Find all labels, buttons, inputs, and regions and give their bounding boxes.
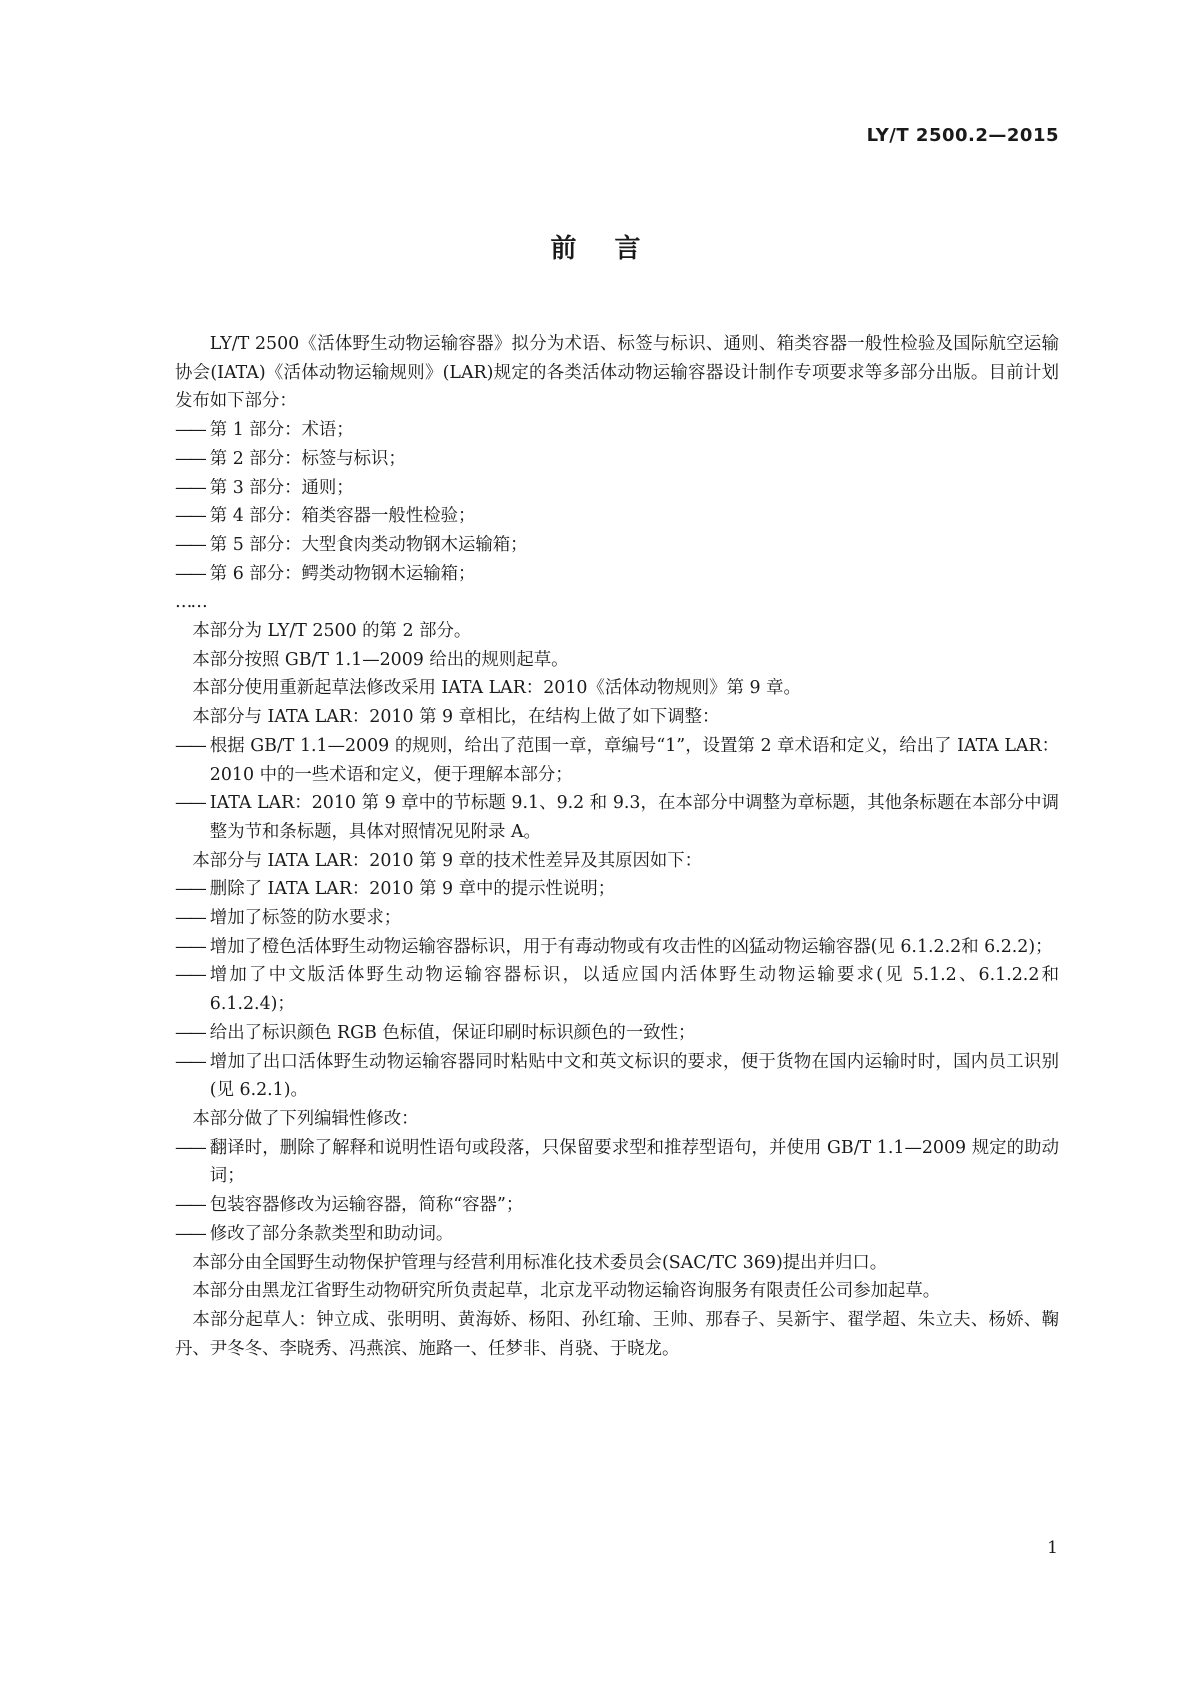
edit-heading: 本部分做了下列编辑性修改：: [192, 1108, 419, 1129]
list-item-edit-1: [175, 1134, 1059, 1191]
dash-mark: ——: [175, 420, 204, 441]
list-item-text: 删除了 IATA LAR：2010 第 9 章中的提示性说明；: [209, 879, 616, 900]
dash-mark: ——: [175, 1051, 204, 1072]
list-item-text: 增加了标签的防水要求；: [209, 908, 402, 929]
list-item-tech-3: [175, 933, 1059, 962]
list-item-text: 增加了橙色活体野生动物运输容器标识，用于有毒动物或有攻击性的凶猛动物运输容器(见 6.1.2.2和 6.2.2)；: [209, 936, 1053, 957]
list-item-text: 第 2 部分：标签与标识；: [209, 448, 406, 469]
dash-mark: ——: [175, 793, 204, 814]
list-item-tech-4: [175, 961, 1059, 1018]
list-item-part-3: [175, 474, 1059, 503]
statement-rules: 本部分按照 GB/T 1.1—2009 给出的规则起草。: [192, 649, 569, 670]
dash-mark: ——: [175, 448, 204, 469]
dash-mark: ——: [175, 563, 204, 584]
statement-proposer: 本部分由全国野生动物保护管理与经营利用标准化技术委员会(SAC/TC 369)提出并归口。: [192, 1252, 888, 1273]
foreword-body: [175, 330, 1059, 1363]
list-item-part-1: [175, 416, 1059, 445]
tech-heading: 本部分与 IATA LAR：2010 第 9 章的技术性差异及其原因如下：: [192, 850, 703, 871]
dash-mark: ——: [175, 1022, 204, 1043]
dash-mark: ——: [175, 908, 204, 929]
list-item-edit-2: [175, 1191, 1059, 1220]
list-item-part-5: [175, 531, 1059, 560]
standard-code: LY/T 2500.2—2015: [866, 125, 1059, 146]
list-item-edit-3: [175, 1220, 1059, 1249]
statement-drafters: 本部分起草人：钟立成、张明明、黄海娇、杨阳、孙红瑜、王帅、那春子、吴新宇、翟学超、朱立夫、杨娇、鞠丹、尹冬冬、李晓秀、冯燕滨、施路一、任梦非、肖骁、于晓龙。: [175, 1309, 1059, 1359]
list-item-structure-2: [175, 789, 1059, 846]
list-item-text: 第 1 部分：术语；: [209, 420, 354, 441]
list-item-text: 增加了出口活体野生动物运输容器同时粘贴中文和英文标识的要求，便于货物在国内运输时时，国内员工识别(见 6.2.1)。: [209, 1051, 1059, 1101]
statement-drafting-org: 本部分由黑龙江省野生动物研究所负责起草，北京龙平动物运输咨询服务有限责任公司参加起草。: [192, 1281, 941, 1302]
dash-mark: ——: [175, 1137, 204, 1158]
dash-mark: ——: [175, 506, 204, 527]
list-item-text: 第 6 部分：鳄类动物钢木运输箱；: [209, 563, 476, 584]
statement-part: 本部分为 LY/T 2500 的第 2 部分。: [192, 621, 472, 642]
ellipsis: ……: [175, 592, 206, 613]
list-item-part-4: [175, 502, 1059, 531]
list-item-text: 包装容器修改为运输容器，简称“容器”；: [209, 1195, 524, 1216]
dash-mark: ——: [175, 477, 204, 498]
dash-mark: ——: [175, 965, 204, 986]
list-item-text: 第 3 部分：通则；: [209, 477, 354, 498]
list-item-text: 修改了部分条款类型和助动词。: [209, 1223, 454, 1244]
list-item-text: 第 5 部分：大型食肉类动物钢木运输箱；: [209, 534, 528, 555]
list-item-text: 翻译时，删除了解释和说明性语句或段落，只保留要求型和推荐型语句，并使用 GB/T 1.1—2009 规定的助动词；: [209, 1137, 1059, 1187]
list-item-tech-2: [175, 904, 1059, 933]
list-item-text: 给出了标识颜色 RGB 色标值，保证印刷时标识颜色的一致性；: [209, 1022, 696, 1043]
dash-mark: ——: [175, 1223, 204, 1244]
list-item-structure-1: [175, 732, 1059, 789]
statement-adopt: 本部分使用重新起草法修改采用 IATA LAR：2010《活体动物规则》第 9 章。: [192, 678, 801, 699]
list-item-part-6: [175, 560, 1059, 589]
dash-mark: ——: [175, 879, 204, 900]
dash-mark: ——: [175, 1195, 204, 1216]
list-item-tech-1: [175, 875, 1059, 904]
list-item-text: IATA LAR：2010 第 9 章中的节标题 9.1、9.2 和 9.3，在本部分中调整为章标题，其他条标题在本部分中调整为节和条标题，具体对照情况见附录 A。: [209, 793, 1059, 842]
page-number: 1: [1047, 1538, 1058, 1558]
list-item-tech-5: [175, 1019, 1059, 1048]
page-title: 前言: [550, 234, 679, 264]
list-item-text: 根据 GB/T 1.1—2009 的规则，给出了范围一章，章编号“1”，设置第 2 章术语和定义，给出了 IATA LAR：2010 中的一些术语和定义，便于理解本部分；: [209, 735, 1059, 785]
dash-mark: ——: [175, 534, 204, 555]
list-item-text: 第 4 部分：箱类容器一般性检验；: [209, 506, 476, 527]
dash-mark: ——: [175, 936, 204, 957]
dash-mark: ——: [175, 735, 204, 756]
list-item-part-2: [175, 445, 1059, 474]
intro-paragraph: LY/T 2500《活体野生动物运输容器》拟分为术语、标签与标识、通则、箱类容器一般性检验及国际航空运输协会(IATA)《活体动物运输规则》(LAR)规定的各类活体动物运输容器设计制作专项要求等多部分出版。目前计划发布如下部分：: [175, 334, 1059, 412]
list-item-tech-6: [175, 1048, 1059, 1105]
list-item-text: 增加了中文版活体野生动物运输容器标识，以适应国内活体野生动物运输要求(见 5.1.2、6.1.2.2和 6.1.2.4)；: [209, 965, 1059, 1015]
structure-heading: 本部分与 IATA LAR：2010 第 9 章相比，在结构上做了如下调整：: [192, 707, 720, 728]
